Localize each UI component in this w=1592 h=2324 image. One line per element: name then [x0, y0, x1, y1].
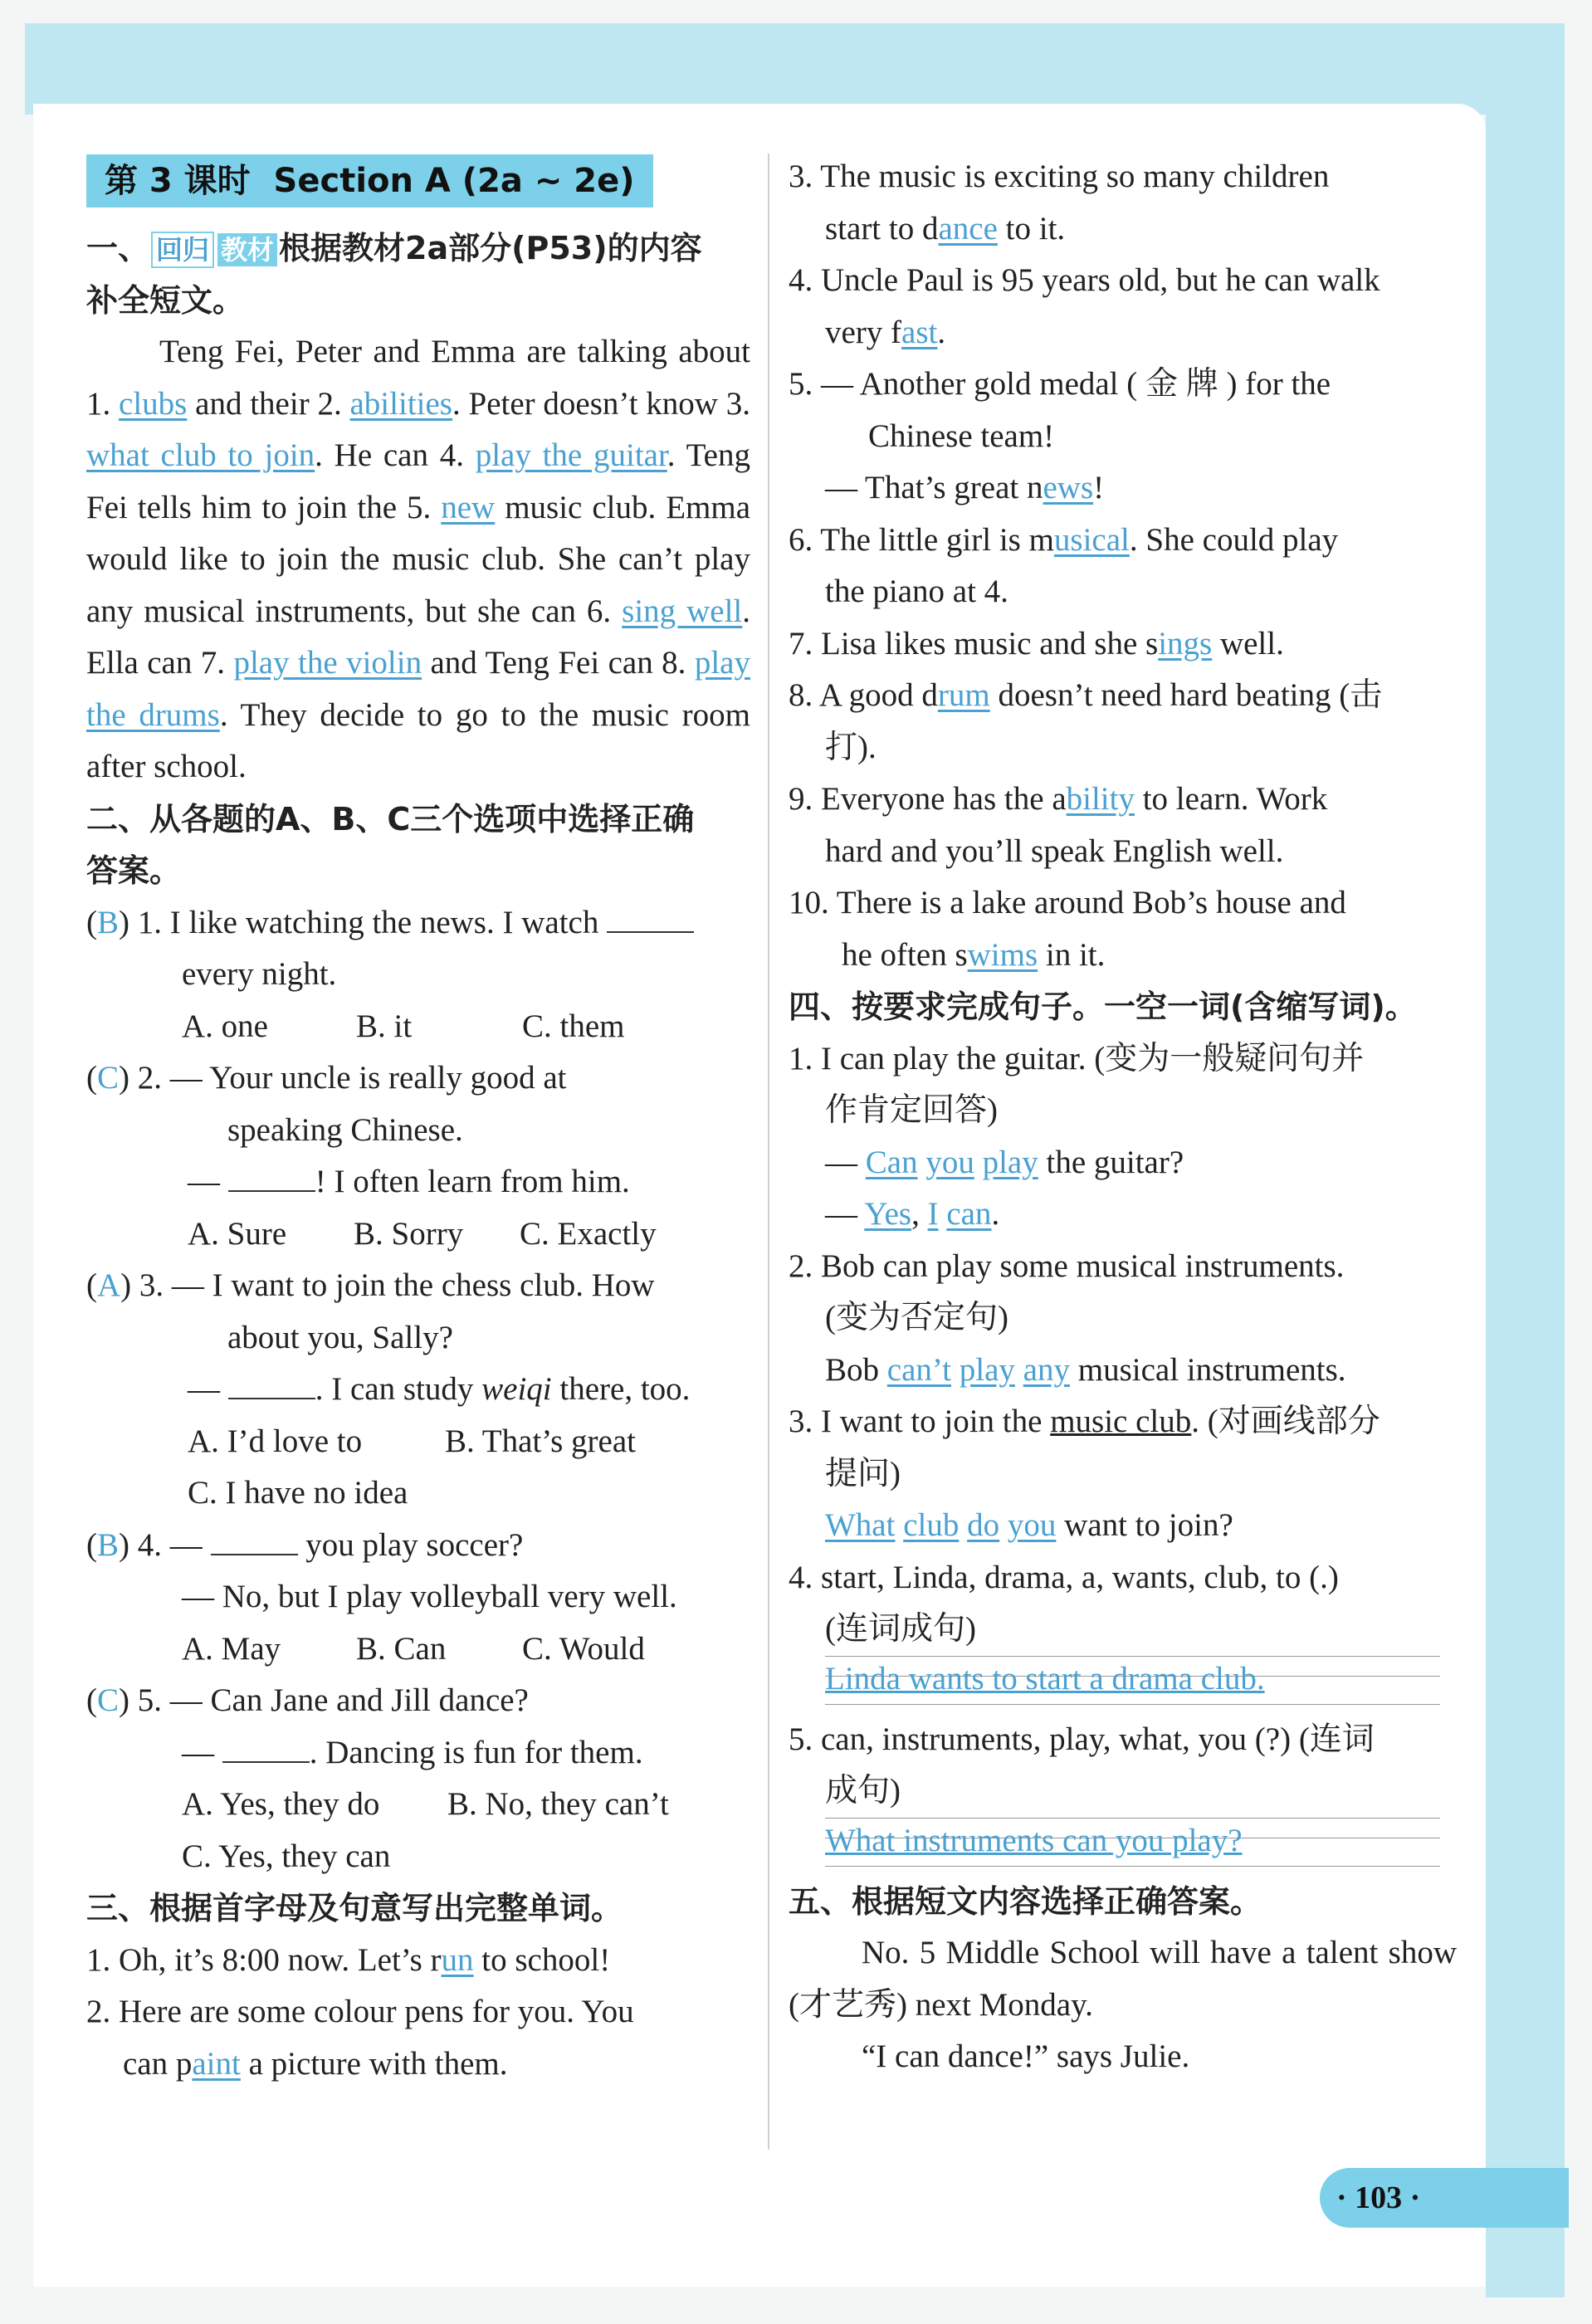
question-text: Bob [825, 1351, 887, 1388]
option-b: B. That’s great [445, 1423, 636, 1459]
word-question-9-line: hard and you’ll speak English well. [825, 832, 1284, 869]
part1-passage [86, 326, 750, 793]
sentence-question-5-line: 成句) [825, 1773, 901, 1809]
option-b: B. it [356, 1008, 413, 1044]
mc-stem: you play soccer? [297, 1526, 524, 1563]
mc-stem-line: — . I can study weiqi there, too. [188, 1371, 691, 1407]
question-text: to learn. Work [1134, 781, 1328, 817]
mc-stem-line: speaking Chinese. [227, 1111, 463, 1148]
mc-stem: 3. — I want to join the chess club. How [139, 1267, 655, 1303]
sentence-answer-3 [789, 1500, 1457, 1552]
dash: — [825, 1196, 865, 1232]
mc-answer-1: B [97, 904, 120, 940]
lesson-title-box [86, 154, 653, 208]
word-question-8 [789, 670, 1457, 722]
mc-stem: 2. — Your uncle is really good at [137, 1060, 567, 1096]
passage-text: . They decide to go to the music room after school. [86, 696, 750, 784]
underlined-phrase: music club [1050, 1404, 1192, 1439]
answer-word: What [825, 1507, 896, 1543]
question-text: . (对画线部分 [1191, 1404, 1380, 1439]
passage-text: and Teng Fei can 8. [422, 645, 695, 681]
answer-blank [228, 1165, 315, 1192]
question-text: musical instruments. [1069, 1351, 1346, 1388]
word-question-4: 4. Uncle Paul is 95 years old, but he can walk [789, 262, 1380, 298]
mc-stem-text: . Dancing is fun for them. [309, 1734, 643, 1770]
question-text: want to join? [1056, 1507, 1233, 1543]
part3-title: 三、根据首字母及句意写出完整单词。 [86, 1890, 623, 1926]
left-column [86, 151, 750, 2090]
mc-stem-line: — ! I often learn from him. [188, 1164, 630, 1199]
answer-word: play [959, 1351, 1015, 1388]
reading-paragraph-1: No. 5 Middle School will have a talent show (才艺秀) next Monday. [789, 1935, 1457, 2023]
word-question-5: 5. — Another gold medal ( 金 牌 ) for the [789, 366, 1331, 402]
option-b: B. Sorry [354, 1215, 464, 1252]
mc-options [86, 1623, 750, 1676]
answer-blank [211, 1529, 298, 1555]
word-answer: ance [938, 210, 998, 247]
word-answer: ast [901, 314, 938, 350]
mc-stem-text: . I can study [315, 1371, 482, 1407]
word-answer: un [441, 1941, 474, 1978]
mc-question-1: (B) 1. I like watching the news. I watch [86, 897, 750, 950]
sentence-answer-4: Linda wants to start a drama club. [825, 1660, 1265, 1697]
sentence-answer-1 [789, 1137, 1457, 1189]
mc-stem-line: — . Dancing is fun for them. [182, 1734, 643, 1770]
answer-7: play the violin [233, 645, 422, 681]
part1-num: 一、 [86, 230, 150, 266]
sentence-question-3-line: 提问) [825, 1455, 901, 1492]
option-a: A. May [182, 1630, 281, 1667]
column-divider [768, 154, 769, 2150]
word-answer: ews [1043, 470, 1094, 505]
answer-lines-5 [825, 1818, 1457, 1869]
question-text: start to d [825, 210, 939, 247]
option-a: A. I’d love to [188, 1423, 363, 1459]
question-text: 7. Lisa likes music and she s [789, 625, 1159, 662]
question-text: a picture with them. [240, 2045, 508, 2082]
mc-options [86, 1001, 750, 1053]
sentence-question-4: 4. start, Linda, drama, a, wants, club, to (.) [789, 1559, 1339, 1595]
option-c: C. Exactly [520, 1215, 657, 1252]
mc-answer-5: C [97, 1682, 120, 1718]
sentence-question-2-line: (变为否定句) [825, 1300, 1008, 1335]
lesson-title [86, 151, 750, 211]
answer-word: you [925, 1144, 974, 1180]
answer-3: what club to join [86, 437, 315, 473]
option-a: A. Sure [188, 1215, 287, 1252]
answer-word: I [927, 1196, 939, 1232]
answer-word: any [1023, 1351, 1070, 1388]
part5-title: 五、根据短文内容选择正确答案。 [789, 1882, 1262, 1920]
question-text: . [937, 314, 946, 350]
answer-word: Can [865, 1144, 918, 1180]
mc-options [86, 1208, 750, 1261]
question-text: 8. A good d [789, 677, 938, 713]
right-column [789, 151, 1457, 2083]
question-text: 6. The little girl is m [789, 521, 1054, 558]
question-text: very f [825, 314, 902, 350]
word-question-8-line: 打). [825, 729, 877, 765]
top-color-band [25, 23, 1565, 115]
answer-blank [222, 1736, 310, 1763]
passage-text: Teng Fei, Peter and Emma are talking about 1. [86, 334, 750, 422]
mc-stem-line: every night. [182, 956, 337, 992]
mc-options [86, 1416, 750, 1468]
mc-stem-line: about you, Sally? [227, 1319, 453, 1355]
word-question-5-line: Chinese team! [868, 417, 1055, 454]
word-question-3: 3. The music is exciting so many children [789, 159, 1330, 194]
answer-lines-4 [825, 1656, 1457, 1707]
option-c: C. I have no idea [188, 1475, 408, 1511]
part1-instruction-2: 补全短文。 [86, 281, 245, 319]
question-text: 9. Everyone has the a [789, 781, 1067, 817]
mc-options [86, 1779, 750, 1831]
word-question-4-line [789, 307, 1457, 359]
answer-word: can [946, 1196, 992, 1232]
word-question-10-line [789, 930, 1457, 982]
answer-word: club [903, 1507, 960, 1543]
dash: — [825, 1144, 866, 1180]
sentence-question-5: 5. can, instruments, play, what, you (?) (连词 [789, 1721, 1375, 1757]
word-question-3-line [789, 203, 1457, 256]
word-answer: aint [192, 2045, 241, 2082]
mc-stem-text: ! I often learn from him. [315, 1164, 630, 1199]
word-question-5-line-2 [789, 462, 1457, 515]
tag-jiaocai: 教材 [217, 233, 277, 266]
answer-word: do [967, 1507, 1000, 1543]
answer-word: play [982, 1144, 1038, 1180]
word-question-10: 10. There is a lake around Bob’s house and [789, 885, 1346, 920]
reading-paragraph-2: “I can dance!” says Julie. [862, 2038, 1190, 2074]
mc-stem: 4. — [137, 1526, 203, 1563]
sentence-question-1: 1. I can play the guitar. (变为一般疑问句并 [789, 1040, 1365, 1077]
mc-answer-3: A [97, 1267, 121, 1303]
part4-title: 四、按要求完成句子。一空一词(含缩写词)。 [789, 989, 1417, 1025]
answer-blank [228, 1373, 315, 1399]
lesson-label: 第 3 课时 [105, 161, 251, 200]
section-label: Section A (2a ~ 2e) [273, 161, 635, 200]
sentence-question-2: 2. Bob can play some musical instruments. [789, 1247, 1345, 1284]
question-text: to school! [473, 1941, 611, 1978]
mc-stem-line: — No, but I play volleyball very well. [182, 1579, 677, 1614]
option-a: A. one [182, 1008, 268, 1044]
sentence-question-4-line: (连词成句) [825, 1611, 976, 1647]
side-color-band [1486, 23, 1565, 2297]
mc-answer-4: B [97, 1526, 120, 1563]
sentence-question-1-line: 作肯定回答) [825, 1092, 998, 1128]
word-question-1 [86, 1935, 750, 1987]
answer-word: can’t [886, 1351, 952, 1388]
page-number: · 103 · [1320, 2168, 1569, 2228]
mc-stem: 1. I like watching the news. I watch [137, 904, 599, 940]
question-text: can p [123, 2045, 193, 2082]
mc-question-4: (B) 4. — you play soccer? [86, 1526, 524, 1563]
mc-stem-text: there, too. [551, 1371, 691, 1407]
word-question-6 [789, 515, 1457, 567]
part2-title: 二、从各题的A、B、C三个选项中选择正确 [86, 800, 695, 837]
weiqi-word: weiqi [481, 1371, 552, 1407]
answer-5: new [441, 489, 496, 525]
option-b: B. No, they can’t [447, 1786, 669, 1822]
word-answer: usical [1053, 521, 1130, 558]
word-question-6-line: the piano at 4. [825, 574, 1008, 609]
option-b: B. Can [356, 1630, 447, 1667]
question-text: doesn’t need hard beating (击 [989, 677, 1383, 713]
option-c: C. them [522, 1008, 625, 1044]
answer-4: play the guitar [475, 437, 667, 473]
question-text: he often s [842, 936, 968, 973]
word-answer: wims [967, 936, 1038, 973]
option-c: C. Yes, they can [182, 1838, 391, 1874]
mc-answer-2: C [97, 1060, 120, 1096]
passage-text: music club. Emma would like to join the music club. She can’t play any musical instruments, but she can 6. [86, 489, 751, 629]
passage-text: . Ella can 7. [86, 593, 750, 681]
passage-text: . He can 4. [315, 437, 476, 473]
question-text: well. [1212, 625, 1284, 662]
word-answer: ings [1158, 625, 1213, 662]
answer-blank [607, 906, 694, 933]
answer-1: clubs [119, 385, 188, 422]
answer-word: Yes [864, 1196, 912, 1232]
option-c: C. Would [522, 1630, 645, 1667]
sentence-answer-1b: — Yes, I can. [825, 1196, 1000, 1232]
word-answer: rum [937, 677, 990, 713]
question-text: ! [1093, 470, 1105, 505]
answer-8: play the drums [86, 645, 750, 733]
question-text: 1. Oh, it’s 8:00 now. Let’s r [86, 1941, 442, 1978]
word-question-7 [789, 618, 1457, 671]
question-text: to it. [997, 210, 1066, 247]
question-text: — That’s great n [825, 470, 1043, 505]
question-text: . She could play [1129, 521, 1339, 558]
passage-text: . Peter doesn’t know 3. [452, 385, 750, 422]
word-question-2-line [86, 2038, 750, 2091]
passage-text: . Teng Fei tells him to join the 5. [86, 437, 750, 525]
passage-text: and their 2. [187, 385, 350, 422]
question-text: the guitar? [1038, 1144, 1184, 1180]
part1-instruction: 根据教材2a部分(P53)的内容 [279, 230, 702, 266]
mc-question-2: (C) 2. — Your uncle is really good at [86, 1060, 567, 1096]
word-question-2: 2. Here are some colour pens for you. You [86, 1994, 634, 2029]
sentence-answer-2 [789, 1345, 1457, 1397]
answer-6: sing well [622, 593, 743, 629]
option-a: A. Yes, they do [182, 1786, 380, 1822]
answer-word: you [1007, 1507, 1057, 1543]
mc-question-5: (C) 5. — Can Jane and Jill dance? [86, 1682, 529, 1718]
word-question-9 [789, 774, 1457, 826]
sentence-question-3 [789, 1396, 1457, 1448]
question-text: in it. [1038, 936, 1106, 973]
mc-question-3: (A) 3. — I want to join the chess club. How [86, 1267, 655, 1303]
word-answer: bility [1066, 781, 1135, 817]
sentence-answer-5: What instruments can you play? [825, 1822, 1243, 1858]
part1-title [86, 222, 750, 275]
answer-2: abilities [349, 385, 452, 422]
tag-huigui: 回归 [151, 232, 214, 268]
mc-stem: 5. — Can Jane and Jill dance? [137, 1682, 529, 1718]
question-text: 3. I want to join the [789, 1404, 1051, 1439]
part2-title-2: 答案。 [86, 852, 182, 889]
